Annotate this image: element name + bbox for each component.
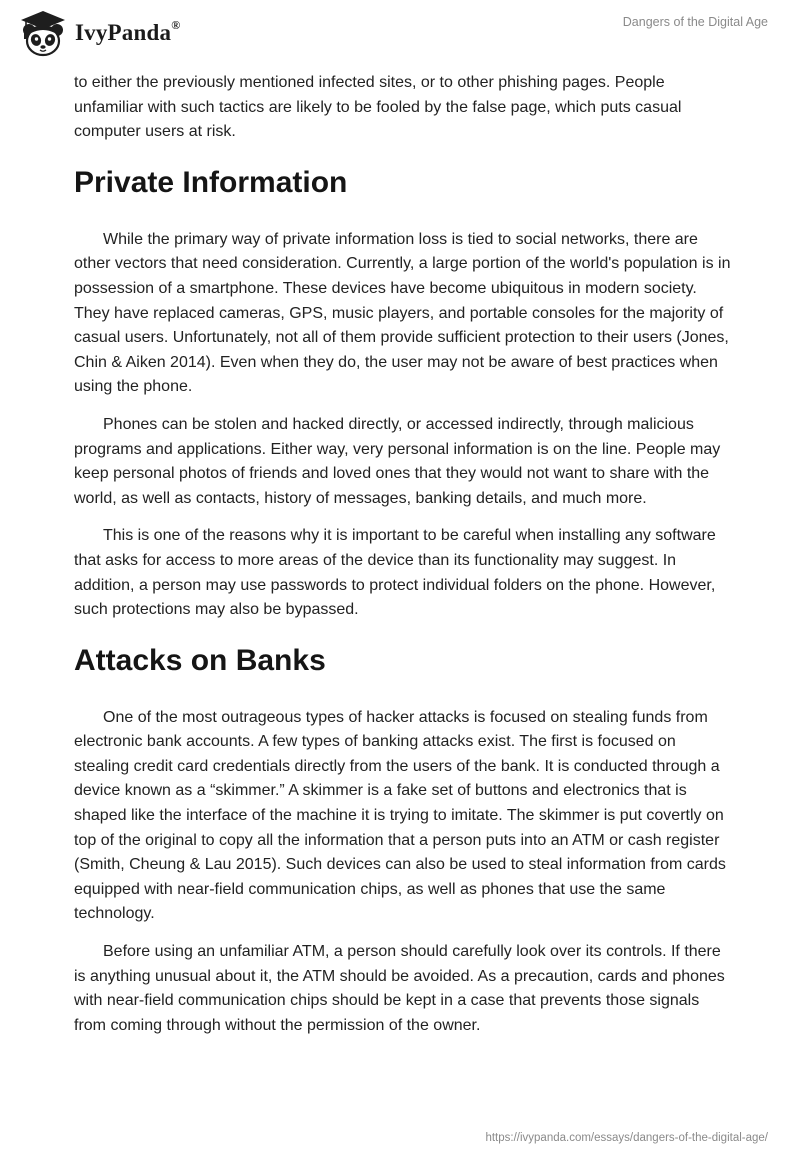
paragraph: One of the most outrageous types of hacker attacks is focused on stealing funds from electronic bank accounts. A few types of banking attacks exist. The first is focused on stealing credit card credentials directly from the users of the bank. It is conducted through a device known as a “skimmer.” A skimmer is a fake set of buttons and electronics that is shaped like the interface of the machine it is trying to imitate. The skimmer is put covertly on top of the original to copy all the information that a person puts into an ATM or cash register (Smith, Cheung & Lau 2015). Such devices can also be used to steal information from cards equipped with near-field communication chips, as well as phones that use the same technology. [74, 708, 726, 923]
source-url[interactable]: https://ivypanda.com/essays/dangers-of-the-digital-age/ [485, 1132, 768, 1144]
paragraph: This is one of the reasons why it is important to be careful when installing any software that asks for access to more areas of the device than its functionality may suggest. In addition, a person may use passwords to protect individual folders on the phone. However, such protections may also be bypassed. [74, 527, 716, 619]
panda-graduate-icon [15, 8, 71, 58]
paragraph: While the primary way of private information loss is tied to social networks, there are other vectors that need consideration. Currently, a large portion of the world's population is in possession of a smartphone. These devices have become ubiquitous in modern society. They have replaced cameras, GPS, music players, and portable consoles for the majority of casual users. Unfortunately, not all of them provide sufficient protection to their users (Jones, Chin & Aiken 2014). Even when they do, the user may not be aware of best practices when using the phone. [74, 230, 731, 396]
brand-name: IvyPanda® [75, 18, 181, 45]
page-header [0, 0, 800, 62]
paragraph: Phones can be stolen and hacked directly, or accessed indirectly, through malicious programs and applications. Either way, very personal information is on the line. People may keep personal photos of friends and loved ones that they would not want to share with the world, as well as contacts, history of messages, banking details, and much more. [74, 415, 721, 507]
intro-paragraph: to either the previously mentioned infected sites, or to other phishing pages. People unfamiliar with such tactics are likely to be fooled by the false page, which puts casual computer users at risk. [74, 74, 682, 141]
brand-logo[interactable] [15, 8, 180, 58]
essay-body [74, 71, 734, 1051]
section-heading-attacks-on-banks: Attacks on Banks [74, 643, 326, 677]
document-title: Dangers of the Digital Age [622, 15, 768, 29]
section-heading-private-information: Private Information [74, 165, 348, 199]
paragraph: Before using an unfamiliar ATM, a person should carefully look over its controls. If there is anything unusual about it, the ATM should be avoided. As a precaution, cards and phones with near-field communication chips should be kept in a case that prevents those signals from coming through without the permission of the owner. [74, 943, 725, 1034]
